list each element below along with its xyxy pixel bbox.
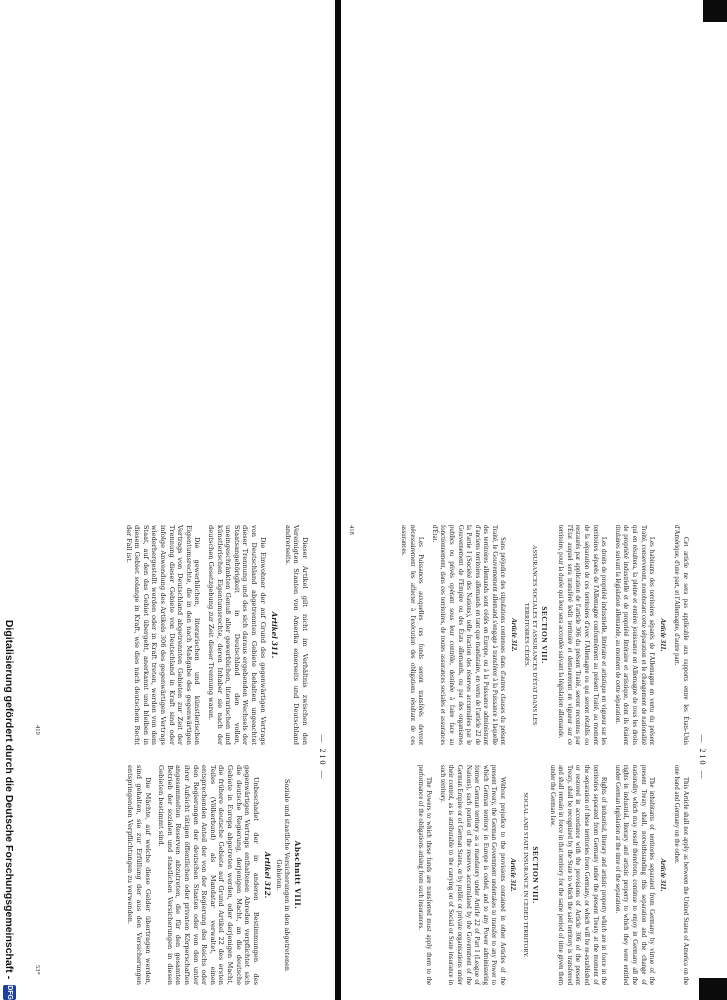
english-column (410, 765, 689, 985)
section-title: SOCIAL AND STATE INSURANCE IN CEDED TERRITORY. (522, 792, 530, 958)
section-heading: SECTION VIII. (531, 846, 541, 904)
german-column-2 (121, 765, 309, 985)
paragraph: Die Mächte, auf welche diese Gelder übertragen werden, sind gehalten, sie zur Erfüllung der aus den Versicherungen entspringenden Verpflichtungen zu verwenden. (126, 765, 152, 985)
article-heading: Article 312. (510, 618, 519, 652)
running-head: — 210 — (318, 734, 327, 781)
section-heading: SECTION VIII. (539, 606, 549, 664)
paragraph: Without prejudice to the provisions contained in other Articles of the present Treaty, the German Government undertakes to transfer to any Power to which German territory in Europe is ceded, and to any Power administering former German territory as a mandatory under Article 22 of Part I (League of Nations), such portion of the reserves accumulated by the Government of the German Empire or of German States, or by public or private organisations under their control, as is attributable to the carrying on of Social or State insurance in such territory. (438, 765, 506, 985)
page-number: 419 (34, 725, 41, 735)
signature-mark: 53* (34, 965, 41, 975)
paragraph: Les habitants des territoires séparés de l'Allemagne en vertu du présent Traité, conserveront, nonobstant cette séparation et le changement de nationalité qui en résultera, la pleine et entière jouissance en Allemagne de tous les droits de propriété industrielle et de propriété littéraire et artistique, dont ils étaient titulaires suivant la législation allemande, au moment de cette séparation. (613, 525, 656, 745)
paragraph: Dieser Artikel gilt nicht im Verhältnis zwischen den Vereinigten Staaten von Amerika einerseits und Deutschland andrerseits. (283, 525, 309, 745)
running-head: — 210 — (698, 734, 707, 781)
paragraph: Cet article ne sera pas applicable aux rapports entre les États-Unis d'Amérique, d'une part, et l'Allemagne, d'autre part. (673, 525, 689, 745)
paragraph: This Article shall not apply as between the United States of America on the one hand and Germany on the other. (673, 765, 689, 985)
paragraph: Die Einwohner der auf Grund des gegenwärtigen Vertrags von Deutschland abgetrennten Gebiete behalten ungeachtet dieser Trennung und des sich daraus ergebenden Wechsels der Staatsangehörigkeit in Deutschland den vollen, uneingeschränkten Genuß aller gewerblichen, literarischen und künstlerischen Eigentumsrechte, deren Inhaber sie nach der deutschen Gesetzgebung zur Zeit dieser Trennung waren. (207, 525, 267, 745)
french-english-page (347, 525, 707, 990)
article-heading: Artikel 312. (263, 851, 273, 899)
dfg-logo: DFG (3, 985, 16, 1000)
paragraph: Les Puissances auxquelles ces fonds seront transférés devront nécessairement les affecter à l'exécution des obligations résultant de ces assurances. (399, 525, 425, 745)
article-heading: Article 311. (658, 858, 667, 892)
paragraph: Die gewerblichen, literarischen und künstlerischen Eigentumsrechte, die in den nach Maßgabe des gegenwärtigen Vertrags von Deutschland abgetrennten Gebieten zur Zeit der Trennung dieser Gebiete von Deutschland in Kraft sind oder infolge Anwendung des Artikels 306 des gegenwärtigen Vertrags wiederhergestellt werden oder in Kraft treten, werden von dem Staat, auf den das Gebiet übergeht, anerkannt und bleiben in diesem Gebiet solange in Kraft, wie dies nach deutschem Recht der Fall ist. (124, 525, 202, 745)
credit-text: Digitalisierung gefördert durch die Deutsche Forschungsgemeinschaft - (3, 619, 16, 980)
binding-rule (335, 0, 341, 1000)
german-page (0, 525, 327, 990)
digitization-credit (0, 619, 19, 1000)
paragraph: The inhabitants of territories separated from Germany by virtue of the present Treaty shall, notwithstanding this separation and the change of nationality which may result therefrom, continue to enjoy in Germany all the rights in industrial, literary and artistic property to which they were entitled under German legislation at the time of the separation. (613, 765, 656, 985)
section-title: ASSURANCES SOCIALES ET ASSURANCES D'ÉTAT DANS LES TERRITOIRES CÉDÉS. (523, 544, 539, 726)
article-heading: Article 312. (509, 858, 518, 892)
french-column (393, 525, 689, 745)
paragraph: Sans préjudice des stipulations contenues dans d'autres clauses du présent Traité, le Gouvernement allemand s'engage à transférer à la Puissance à laquelle des territoires allemands sont cédés en Europe, ou à la Puissance administrant d'anciens territoires allemands en tant que mandataire, en vertu de l'article 22 de la Partie I (Société des Nations), telle fraction des réserves accumulées par le Gouvernement de l'Empire ou des États allemands, ou par des organismes publics ou privés opérant sous leur contrôle, destinée à faire face au fonctionnement, dans ces territoires, de toutes assurances sociales et assurances d'État. (430, 525, 507, 745)
section-heading: Abschnitt VIII. (293, 840, 302, 910)
paragraph: Unbeschadet der in anderen Bestimmungen des gegenwärtigen Vertrags enthaltenen Abreden verpflichtet sich die deutsche Regierung, derjenigen Macht, an die deutsche Gebiete in Europa abgetreten werden, oder derjenigen Macht, die frühere deutsche Gebiete auf Grund Artikel 22 des ersten Teiles (Völkerbund) als Mandatar verwaltet, einen entsprechenden Anteil der von der Regierung des Reichs oder den Regierungen der deutschen Staaten oder von den unter ihrer Aufsicht tätigen öffentlichen oder privaten Körperschaften angesammelten Reserven abzutreten, die für den gesamten Betrieb der sozialen und staatlichen Versicherungen in diesen Gebieten bestimmt sind. (157, 765, 260, 985)
corner-mark-left (703, 0, 727, 22)
section-title: Soziale und staatliche Versicherungen in den abgetretenen Gebieten. (275, 778, 292, 971)
paragraph: Rights of industrial, literary and artistic property which are in force in the territories separated from Germany under the present Treaty at the moment of the separation of these territories from Germany, or which will be re-established or restored in accordance with the provisions of Article 306 of the present Treaty, shall be recognized by the State to which the said territory is transferred and shall remain in force in that territory for the same period of time given them under the German law. (548, 765, 608, 985)
german-column-1 (119, 525, 309, 745)
paragraph: Les droits de propriété industrielle, littéraire et artistique en vigueur sur les territoires séparés de l'Allemagne conformément au présent Traité, au moment de la séparation de ces territoires d'avec l'Allemagne ou qui seront rétablis ou restaurés par application de l'article 306 du présent Traité, seront reconnus par l'État auquel sera transféré ledit territoire et demeureront en vigueur sur ce territoire, pour la durée qui leur sera accordée suivant la législation allemande. (557, 525, 608, 745)
article-heading: Artikel 311. (270, 611, 280, 659)
article-heading: Article 311. (658, 618, 667, 652)
paragraph: The Powers to which these funds are transferred must apply them to the performance of the obligations arising from such insurances. (416, 765, 433, 985)
page-number: 418 (348, 525, 355, 535)
